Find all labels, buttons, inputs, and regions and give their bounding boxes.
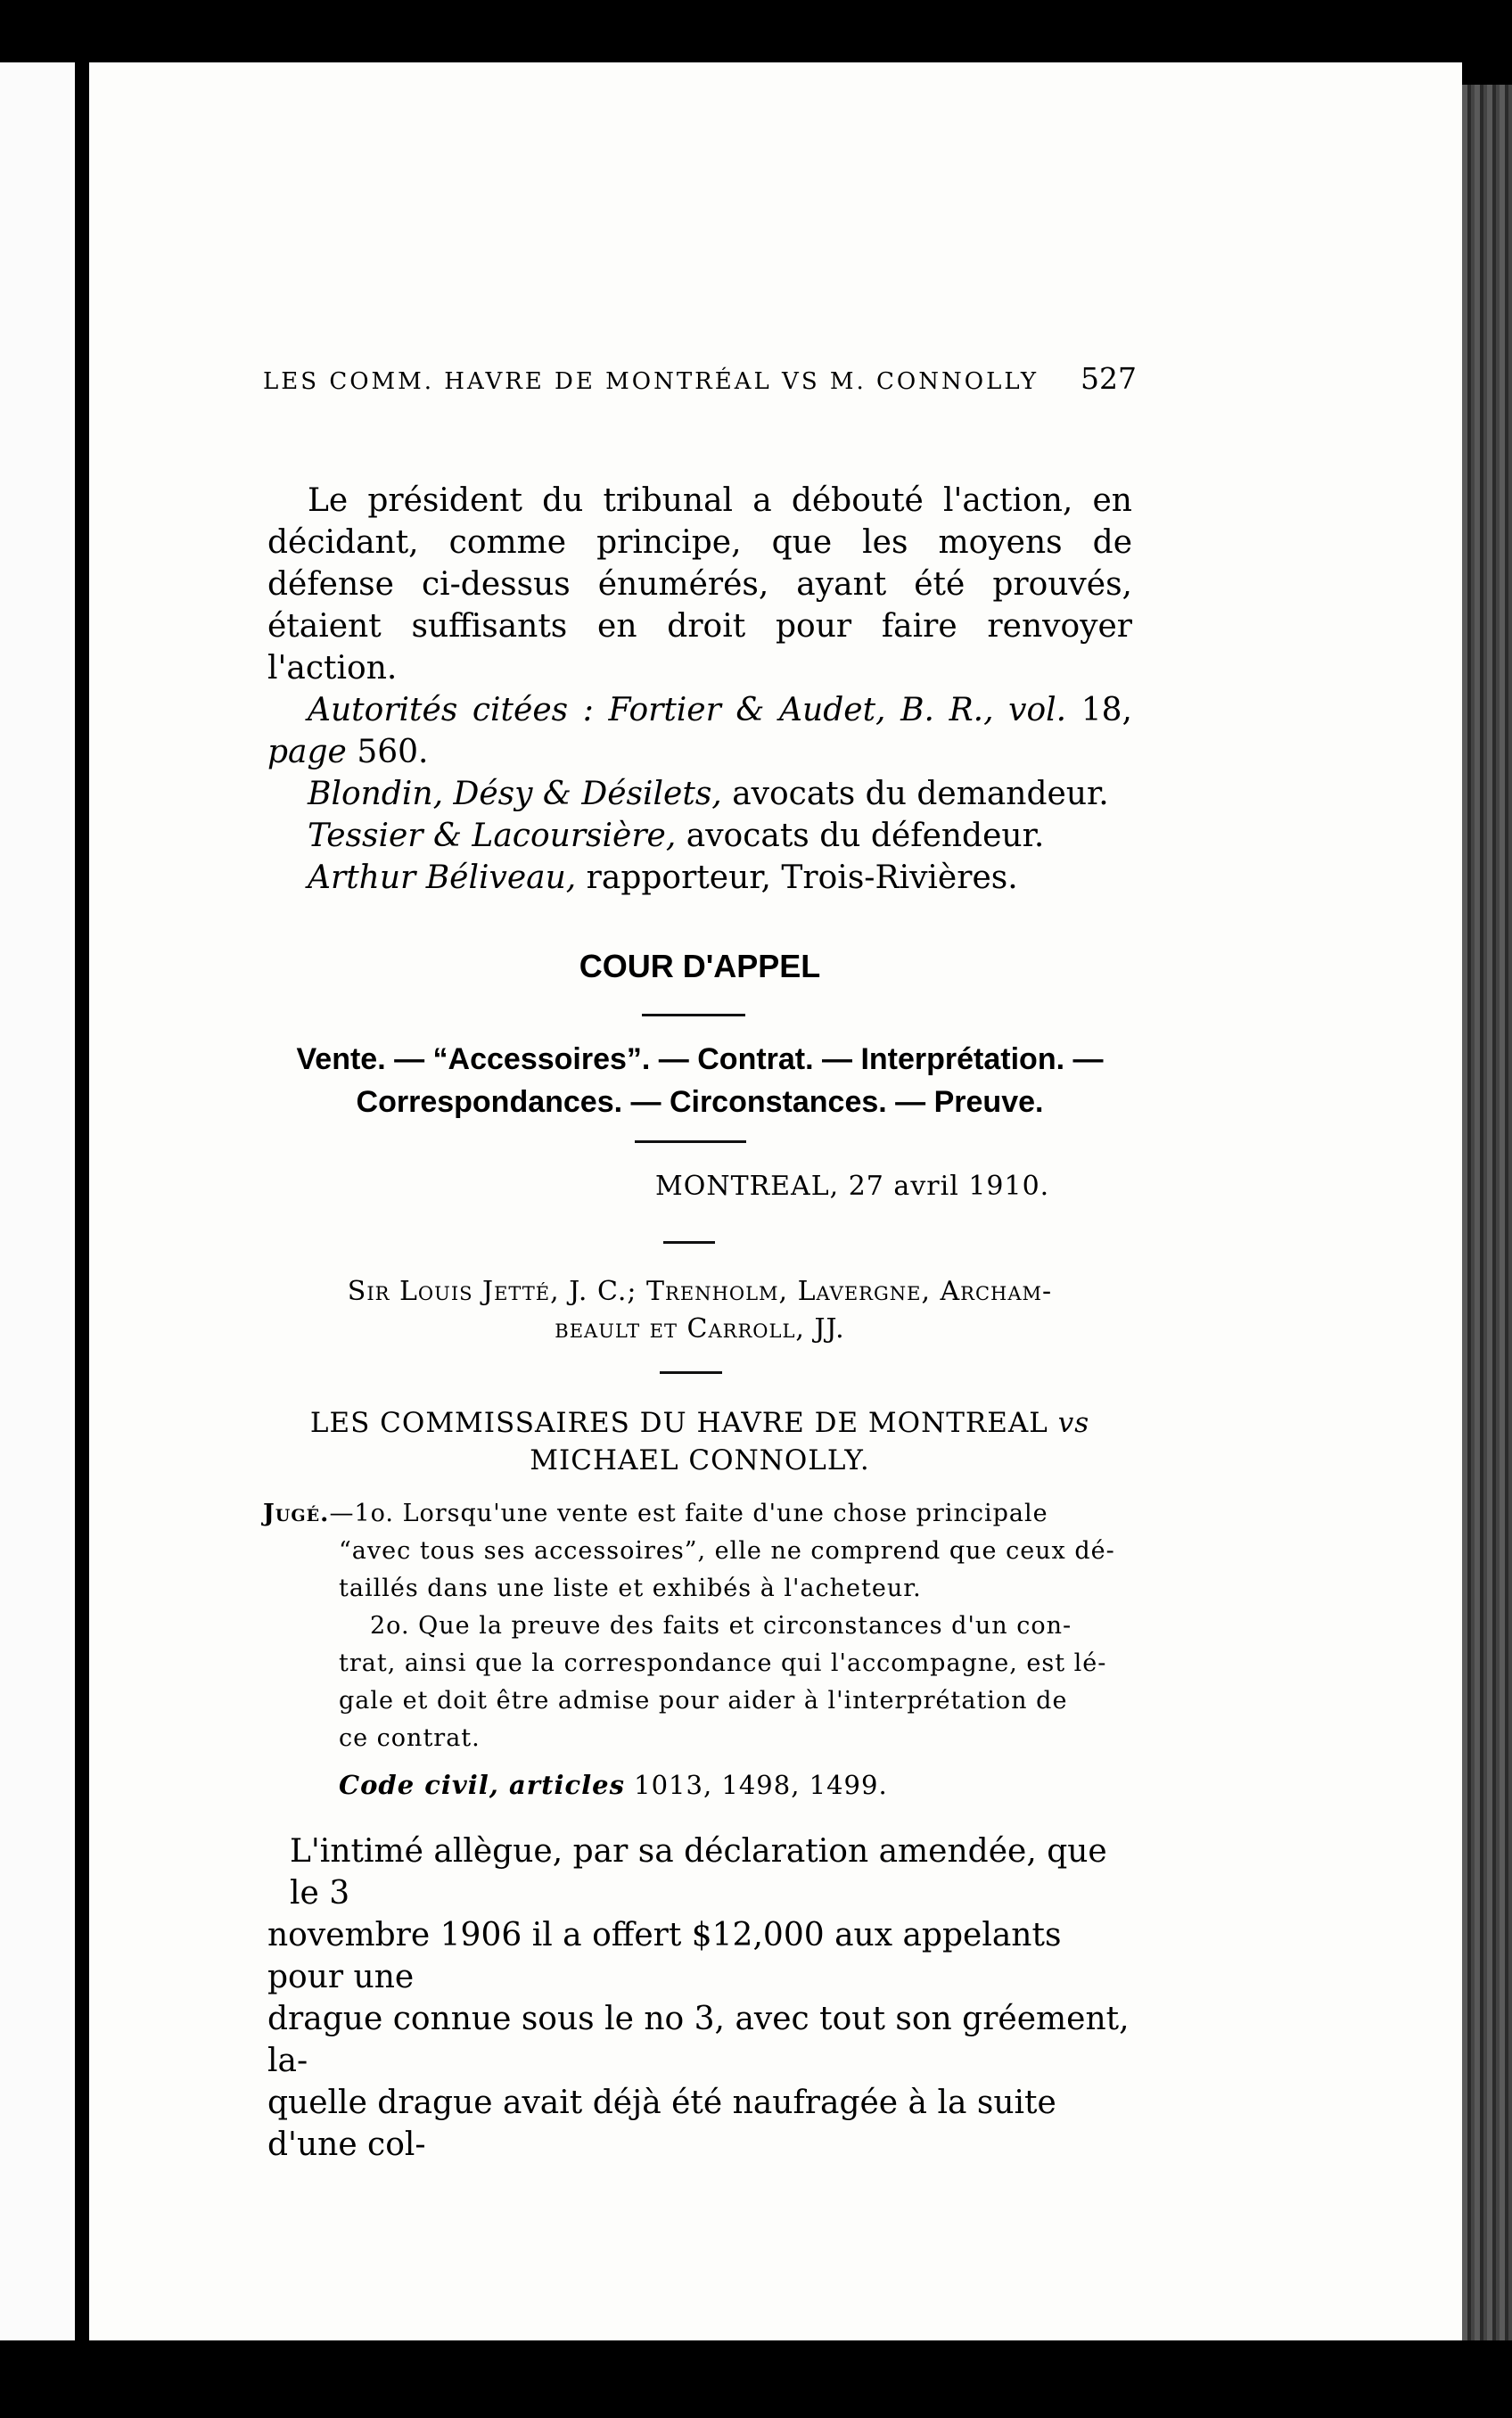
authorities-page: 560. [357, 734, 429, 770]
judges-line-2: beault et Carroll, JJ. [555, 1313, 845, 1345]
body-line-3: drague connue sous le no 3, avec tout son gréement, la- [267, 2001, 1130, 2079]
authorities-line [267, 689, 1132, 773]
defendant-lawyers-line [267, 815, 1132, 857]
defendant-lawyers: Tessier & Lacoursière, [308, 818, 677, 854]
authorities-page-label: page [267, 734, 347, 770]
body-line-2: novembre 1906 il a offert $12,000 aux appelants pour une [267, 1917, 1062, 1995]
intro-paragraph: Le président du tribunal a débouté l'action, en décidant, comme principe, que les moyens de défense ci-dessus énumérés, ayant été prouvés, étaient suffisants en droit pour faire renvoyer l'action. [267, 482, 1132, 687]
judges-line-1: Sir Louis Jetté, J. C.; Trenholm, Lavergne, Archam- [347, 1276, 1053, 1307]
authorities-vol: 18, [1081, 692, 1132, 728]
juge-point-1-line-3: taillés dans une liste et exhibés à l'acheteur. [339, 1575, 922, 1602]
plaintiff-lawyers: Blondin, Désy & Désilets, [308, 776, 722, 812]
juge-point-1-line-2: “avec tous ses accessoires”, elle ne comprend que ceux dé- [339, 1537, 1115, 1565]
reporter-name: Arthur Béliveau, [308, 859, 577, 896]
running-title: LES COMM. HAVRE DE MONTRÉAL VS M. CONNOLLY [263, 368, 1040, 395]
juge-point-1 [263, 1495, 1128, 1533]
running-header [263, 361, 1137, 396]
page-number: 527 [1081, 361, 1137, 396]
keywords-line-2: Correspondances. — Circonstances. — Preuve. [356, 1085, 1044, 1119]
code-civil-line [263, 1766, 1128, 1804]
juge-point-1-line-1: —1o. Lorsqu'une vente est faite d'une chose principale [329, 1500, 1048, 1527]
keywords-line-1: Vente. — “Accessoires”. — Contrat. — Interprétation. — [296, 1042, 1104, 1076]
parties [267, 1404, 1132, 1479]
parties-line-2: MICHAEL CONNOLLY. [530, 1444, 870, 1476]
authorities-ref: Fortier & Audet, B. R., vol. [608, 692, 1067, 728]
previous-page-edge [0, 62, 75, 2340]
body-line-1: L'intimé allègue, par sa déclaration amendée, que le 3 [290, 1833, 1107, 1912]
reporter-line [267, 857, 1132, 899]
parties-appellants: LES COMMISSAIRES DU HAVRE DE MONTREAL [309, 1407, 1048, 1439]
place-date: MONTREAL, 27 avril 1910. [655, 1171, 1050, 1202]
body-text [267, 1830, 1132, 2166]
keywords [267, 1038, 1132, 1123]
parties-line-1 [267, 1404, 1132, 1442]
code-articles: 1013, 1498, 1499. [634, 1770, 888, 1800]
plaintiff-lawyers-line [267, 773, 1132, 815]
juge-point-2-line-2: trat, ainsi que la correspondance qui l'accompagne, est lé- [339, 1649, 1107, 1677]
plaintiff-role: avocats du demandeur. [732, 776, 1109, 812]
judges [267, 1273, 1132, 1348]
juge-label: Jugé. [263, 1500, 330, 1527]
juge-section [263, 1495, 1128, 1804]
page-stack-edge [1462, 85, 1512, 2340]
reporter-role: rapporteur, Trois-Rivières. [586, 859, 1018, 896]
juge-point-2-line-4: ce contrat. [339, 1724, 481, 1752]
rule-1 [642, 1014, 745, 1016]
juge-point-2-line-3: gale et doit être admise pour aider à l'interprétation de [339, 1687, 1068, 1715]
rule-4 [660, 1371, 722, 1374]
parties-vs: vs [1057, 1407, 1090, 1439]
code-label: Code civil, articles [339, 1770, 625, 1800]
body-line-4: quelle drague avait déjà été naufragée à la suite d'une col- [267, 2085, 1056, 2163]
defendant-role: avocats du défendeur. [686, 818, 1045, 854]
court-title: COUR D'APPEL [579, 948, 821, 984]
rule-3 [663, 1241, 715, 1244]
authorities-label: Autorités citées : [308, 692, 594, 728]
juge-point-2-line-1: 2o. Que la preuve des faits et circonstances d'un con- [370, 1612, 1072, 1640]
rule-2 [635, 1140, 746, 1143]
intro-section [267, 480, 1132, 899]
